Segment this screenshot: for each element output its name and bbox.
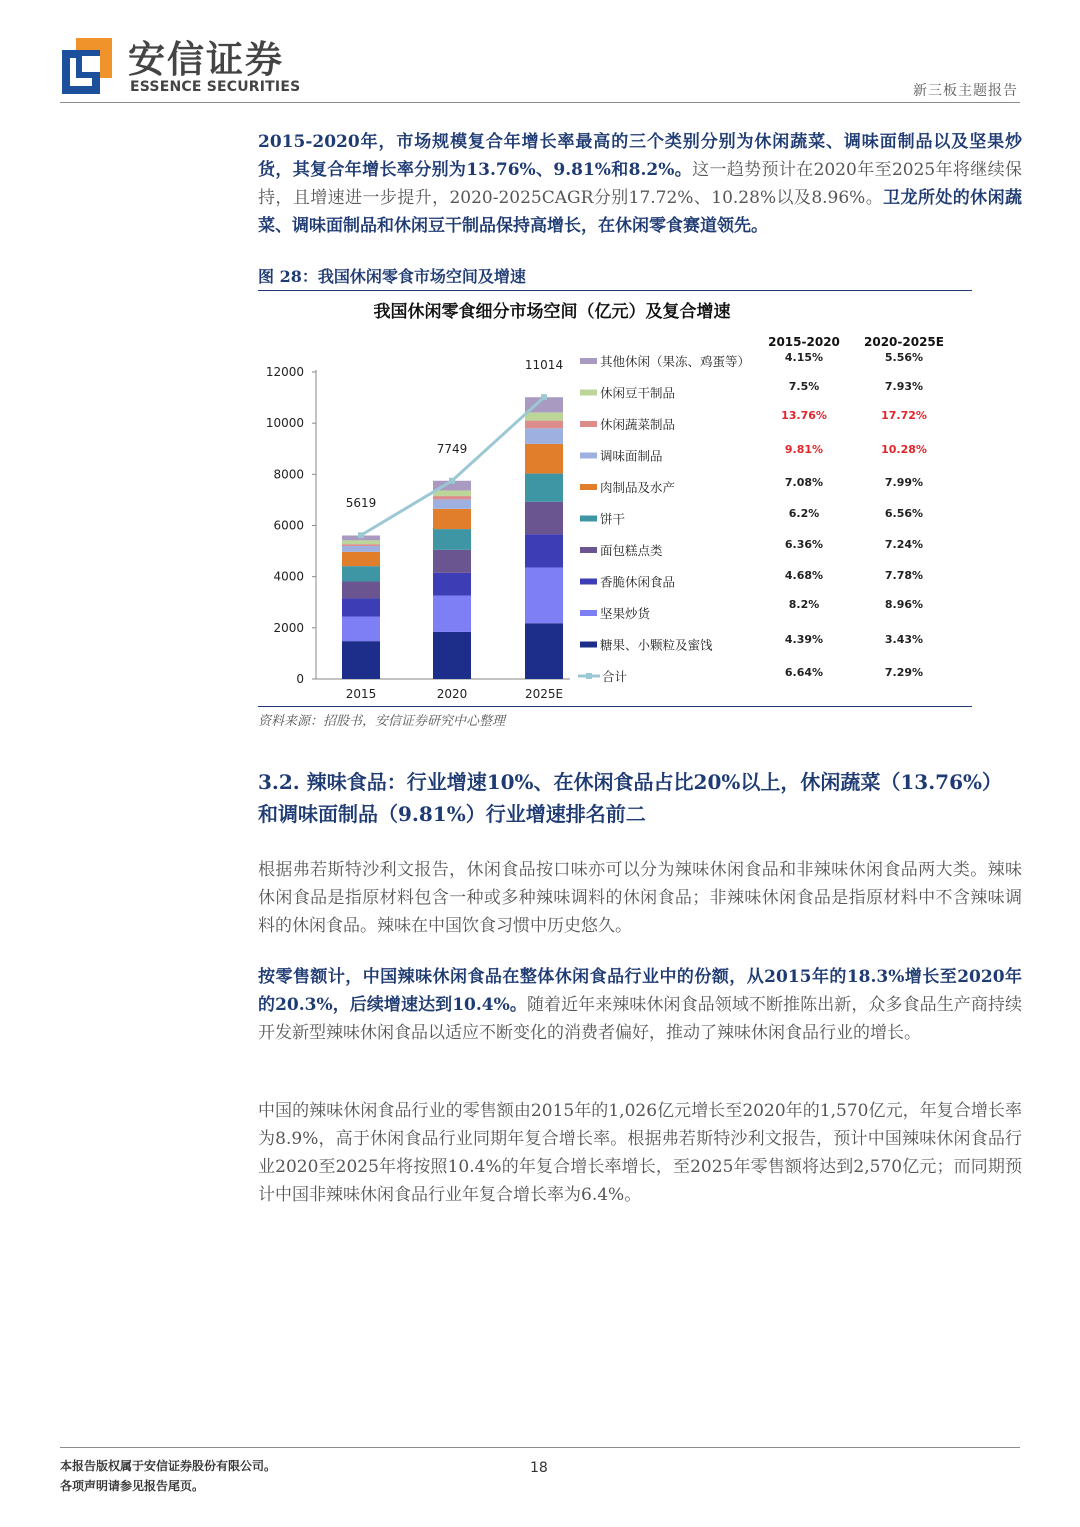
cagr-value: 17.72% bbox=[881, 409, 927, 422]
bar-segment-7 bbox=[342, 544, 380, 546]
chart-bars bbox=[342, 397, 563, 679]
legend-swatch bbox=[580, 358, 597, 364]
legend-swatch bbox=[580, 516, 597, 522]
bar-segment-4 bbox=[525, 474, 563, 502]
legend-swatch bbox=[580, 390, 597, 396]
total-point bbox=[449, 478, 455, 484]
cagr-value: 7.5% bbox=[788, 380, 820, 393]
cagr-table bbox=[768, 335, 944, 679]
x-tick-label: 2015 bbox=[345, 687, 377, 701]
bar-segment-1 bbox=[342, 617, 380, 642]
figure-top-rule bbox=[258, 290, 972, 291]
legend-label: 调味面制品 bbox=[600, 448, 663, 464]
legend-label: 休闲蔬菜制品 bbox=[600, 417, 676, 432]
footer-copyright: 本报告版权属于安信证券股份有限公司。 bbox=[60, 1459, 277, 1473]
spicy-share-normal: 随着近年来辣味休闲食品领域不断推陈出新，众多食品生产商持续开发新型辣味休闲食品以适应不断变化的消费者偏好，推动了辣味休闲食品行业的增长。 bbox=[258, 995, 1023, 1043]
bar-segment-4 bbox=[433, 529, 471, 550]
y-tick-label: 0 bbox=[296, 672, 304, 686]
legend-label: 糖果、小颗粒及蜜饯 bbox=[600, 637, 713, 653]
bar-segment-7 bbox=[525, 421, 563, 429]
cagr-value: 6.36% bbox=[784, 538, 824, 551]
cagr-value: 7.93% bbox=[884, 380, 924, 393]
figure-caption: 图 28：我国休闲零食市场空间及增速 bbox=[258, 267, 526, 286]
cagr-header: 2015-2020 bbox=[768, 335, 840, 349]
total-point bbox=[358, 532, 364, 538]
x-tick-label: 2025E bbox=[524, 687, 564, 701]
company-name-en: ESSENCE SECURITIES bbox=[130, 79, 301, 95]
legend-swatch bbox=[580, 642, 597, 648]
cagr-value: 4.68% bbox=[784, 569, 824, 582]
cagr-value: 6.2% bbox=[788, 507, 820, 520]
cagr-value: 5.56% bbox=[884, 351, 924, 364]
total-label: 5619 bbox=[345, 496, 377, 511]
y-tick-label: 2000 bbox=[273, 620, 304, 635]
intro-bold: 2015-2020年，市场规模复合年增长率最高的三个类别分别为休闲蔬菜、调味面制品以及坚果炒货，其复合年增长率分别为13.76%、9.81%和8.2%。 bbox=[258, 132, 1022, 180]
bar-segment-2 bbox=[433, 573, 471, 596]
header-divider bbox=[60, 102, 1020, 103]
paragraph-spicy-share bbox=[258, 963, 1022, 1047]
bar-segment-0 bbox=[342, 641, 380, 679]
bar-segment-3 bbox=[433, 550, 471, 573]
bar-segment-8 bbox=[342, 540, 380, 544]
figure-source: 资料来源：招股书，安信证券研究中心整理 bbox=[258, 714, 506, 729]
bar-segment-4 bbox=[342, 566, 380, 581]
legend-label: 休闲豆干制品 bbox=[600, 385, 676, 401]
cagr-value: 13.76% bbox=[781, 409, 827, 422]
bar-segment-1 bbox=[433, 596, 471, 632]
company-name-cn: 安信证券 bbox=[128, 38, 284, 81]
bar-segment-0 bbox=[525, 623, 563, 679]
y-tick-label: 6000 bbox=[273, 518, 304, 533]
cagr-value: 8.2% bbox=[788, 598, 820, 611]
bar-segment-6 bbox=[525, 428, 563, 444]
legend-swatch bbox=[580, 484, 597, 490]
cagr-value: 7.24% bbox=[884, 538, 924, 551]
legend-swatch bbox=[580, 610, 597, 616]
legend-swatch bbox=[580, 579, 597, 585]
intro-paragraph bbox=[258, 128, 1022, 240]
section-heading bbox=[258, 766, 1022, 830]
x-tick-label: 2020 bbox=[436, 687, 468, 701]
cagr-value: 3.43% bbox=[884, 633, 924, 646]
intro-bold-2: 卫龙所处的休闲蔬菜、调味面制品和休闲豆干制品保持高增长，在休闲零食赛道领先。 bbox=[258, 188, 1022, 236]
legend-swatch bbox=[580, 547, 597, 553]
intro-normal: 这一趋势预计在2020年至2025年将继续保持，且增速进一步提升，2020-2025CAGR分别17.72%、10.28%以及8.96%。 bbox=[258, 160, 1022, 208]
bar-segment-6 bbox=[433, 499, 471, 508]
legend-total-label: 合计 bbox=[602, 669, 628, 684]
cagr-header: 2020-2025E bbox=[864, 335, 944, 349]
total-label: 7749 bbox=[436, 441, 468, 456]
legend-label: 面包糕点类 bbox=[600, 543, 663, 558]
paragraph-spicy-retail: 中国的辣味休闲食品行业的零售额由2015年的1,026亿元增长至2020年的1,570亿元，年复合增长率为8.9%，高于休闲食品行业同期年复合增长率。根据弗若斯特沙利文报告，预计中国辣味休闲食品行业2020至2025年将按照10.4%的年复合增长率增长，至2025年零售额将达到2,570亿元；而同期预计中国非辣味休闲食品行业年复合增长率为6.4%。 bbox=[258, 1101, 1022, 1205]
paragraph-flavor-classification: 根据弗若斯特沙利文报告，休闲食品按口味亦可以分为辣味休闲食品和非辣味休闲食品两大类。辣味休闲食品是指原材料包含一种或多种辣味调料的休闲食品；非辣味休闲食品是指原材料中不含辣味调料的休闲食品。辣味在中国饮食习惯中历史悠久。 bbox=[258, 860, 1022, 936]
bar-segment-5 bbox=[342, 552, 380, 566]
bar-segment-3 bbox=[342, 582, 380, 599]
legend-swatch bbox=[580, 421, 597, 427]
legend-swatch bbox=[580, 453, 597, 459]
bar-segment-3 bbox=[525, 502, 563, 534]
footer-disclaimer: 各项声明请参见报告尾页。 bbox=[60, 1479, 205, 1493]
bar-segment-8 bbox=[433, 490, 471, 496]
y-tick-label: 4000 bbox=[273, 569, 304, 584]
bar-segment-8 bbox=[525, 412, 563, 420]
section-heading-line1: 3.2. 辣味食品：行业增速10%、在休闲食品占比20%以上，休闲蔬菜（13.76%） bbox=[258, 770, 1003, 794]
cagr-value: 9.81% bbox=[784, 443, 824, 456]
bar-segment-0 bbox=[433, 632, 471, 679]
total-point bbox=[541, 394, 547, 400]
bar-segment-7 bbox=[433, 496, 471, 499]
market-size-chart bbox=[258, 292, 972, 704]
bar-segment-5 bbox=[433, 509, 471, 529]
total-label: 11014 bbox=[524, 358, 564, 373]
bar-segment-2 bbox=[525, 534, 563, 567]
chart-title: 我国休闲零食细分市场空间（亿元）及复合增速 bbox=[373, 302, 731, 322]
cagr-value: 4.39% bbox=[784, 633, 824, 646]
cagr-value: 4.15% bbox=[784, 351, 824, 364]
footer-divider bbox=[60, 1447, 1020, 1448]
cagr-value: 7.78% bbox=[884, 569, 924, 582]
cagr-value: 7.08% bbox=[784, 476, 824, 489]
figure-bottom-rule bbox=[258, 706, 972, 707]
company-logo-icon bbox=[62, 38, 112, 94]
y-tick-label: 12000 bbox=[265, 365, 304, 379]
legend-label: 坚果炒货 bbox=[600, 606, 651, 621]
cagr-value: 8.96% bbox=[884, 598, 924, 611]
cagr-value: 6.56% bbox=[884, 507, 924, 520]
cagr-value: 7.99% bbox=[884, 476, 924, 489]
cagr-value: 6.64% bbox=[784, 666, 824, 679]
page-number: 18 bbox=[530, 1460, 548, 1476]
y-tick-label: 8000 bbox=[273, 467, 304, 482]
section-heading-line2: 和调味面制品（9.81%）行业增速排名前二 bbox=[258, 802, 646, 826]
bar-segment-6 bbox=[342, 546, 380, 552]
bar-segment-5 bbox=[525, 444, 563, 474]
legend-label: 香脆休闲食品 bbox=[600, 574, 676, 590]
legend-label: 饼干 bbox=[600, 511, 626, 527]
legend-label: 肉制品及水产 bbox=[600, 480, 676, 495]
legend-label: 其他休闲（果冻、鸡蛋等） bbox=[600, 354, 751, 369]
cagr-value: 7.29% bbox=[884, 666, 924, 679]
report-type: 新三板主题报告 bbox=[913, 83, 1018, 99]
legend-total-marker bbox=[586, 673, 592, 679]
spicy-share-bold: 按零售额计，中国辣味休闲食品在整体休闲食品行业中的份额，从2015年的18.3%增长至2020年的20.3%，后续增速达到10.4%。 bbox=[258, 967, 1022, 1015]
bar-segment-2 bbox=[342, 598, 380, 616]
y-tick-label: 10000 bbox=[265, 416, 304, 431]
chart-legend bbox=[578, 354, 750, 684]
bar-segment-1 bbox=[525, 567, 563, 623]
cagr-value: 10.28% bbox=[881, 443, 927, 456]
